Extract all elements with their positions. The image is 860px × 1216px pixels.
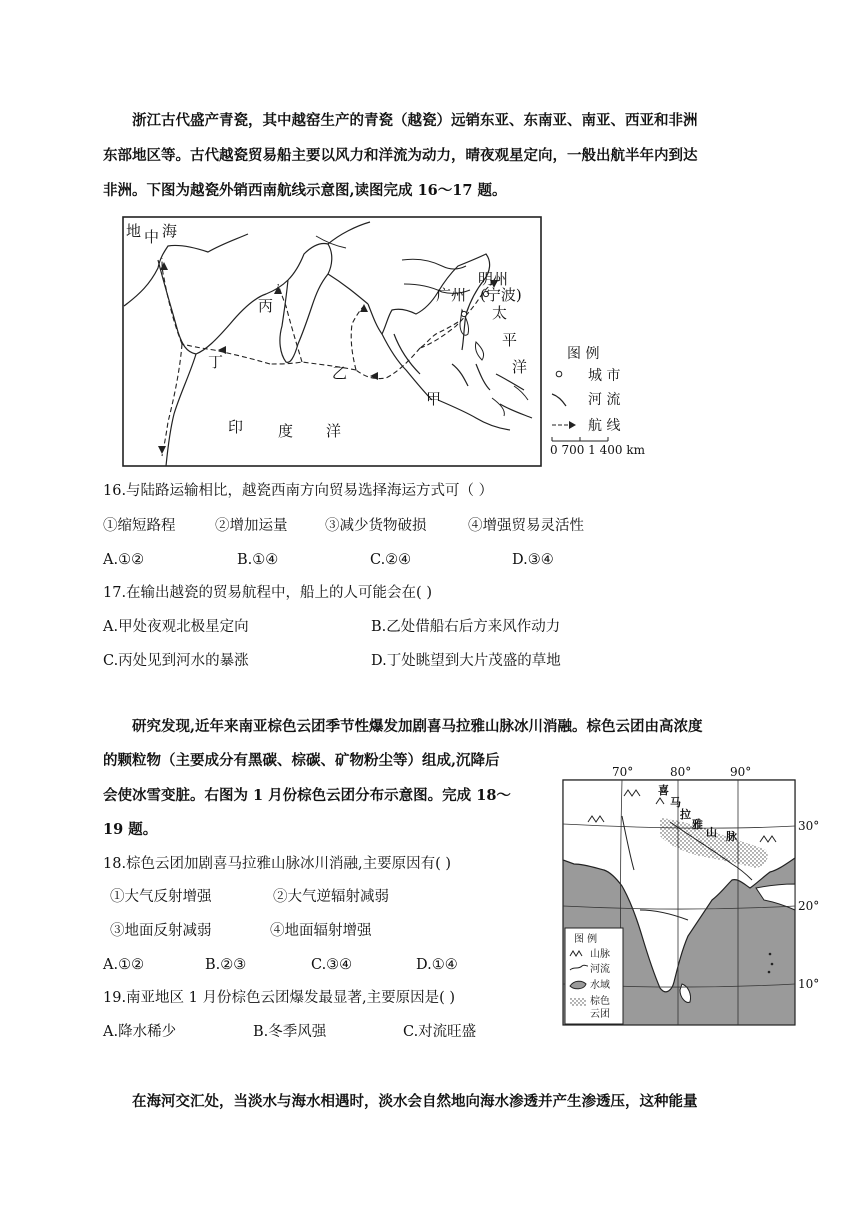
q16-option-a[interactable]: A.①② [103, 552, 145, 568]
legend-route: 航 线 [588, 418, 621, 434]
passage-1 [103, 103, 763, 208]
q17-option-b[interactable]: B.乙处借船右后方来风作动力 [371, 619, 561, 635]
map2-legend-river: 河流 [590, 964, 610, 975]
label-yin: 印 [228, 418, 244, 436]
label-yi: 乙 [332, 364, 348, 382]
himalaya-char-3: 拉 [680, 808, 691, 821]
q18-option-d[interactable]: D.①④ [416, 957, 458, 973]
lon-label-70: 70° [612, 765, 634, 779]
lon-label-90: 90° [730, 765, 752, 779]
q18-item-3: ③地面反射减弱 [110, 923, 212, 939]
q18-item-1: ①大气反射增强 [110, 889, 212, 905]
q18-item-2: ②大气逆辐射减弱 [273, 889, 389, 905]
legend-city-icon [556, 371, 562, 377]
q19-stem: 19.南亚地区 1 月份棕色云团爆发最显著,主要原因是( ) [103, 990, 456, 1006]
label-bing: 丙 [258, 297, 274, 315]
legend-river-icon [552, 394, 566, 406]
trade-route-map [120, 214, 665, 472]
legend-route-arrow [569, 421, 576, 429]
label-yang: 洋 [512, 358, 528, 376]
passage-2-line-4: 19 题。 [103, 821, 158, 838]
himalaya-char-2: 马 [670, 796, 681, 809]
q16-item-4: ④增强贸易灵活性 [468, 518, 584, 534]
lat-label-20: 20° [798, 899, 820, 913]
map2-legend-cloud-1: 棕色 [590, 996, 610, 1007]
q19-option-a[interactable]: A.降水稀少 [103, 1024, 177, 1040]
passage-1-line-1: 浙江古代盛产青瓷，其中越窑生产的青瓷（越瓷）远销东亚、东南亚、南亚、西亚和非洲 [132, 112, 698, 129]
q16-item-1: ①缩短路程 [103, 518, 176, 534]
label-mediterranean-2: 中 [144, 228, 160, 246]
map2-legend-water: 水域 [590, 980, 610, 991]
passage-2-line-1: 研究发现,近年来南亚棕色云团季节性爆发加剧喜马拉雅山脉冰川消融。棕色云团由高浓度 [132, 718, 703, 735]
q19-option-c[interactable]: C.对流旺盛 [403, 1024, 477, 1040]
q18-item-4: ④地面辐射增强 [270, 923, 372, 939]
label-jia: 甲 [426, 390, 442, 408]
label-mediterranean-3: 海 [162, 222, 178, 240]
q16-stem: 16.与陆路运输相比，越瓷西南方向贸易选择海运方式可（ ） [103, 483, 494, 499]
legend-title: 图 例 [567, 346, 600, 362]
himalaya-char-5: 山 [706, 826, 717, 839]
lat-label-30: 30° [798, 819, 820, 833]
label-yang2: 洋 [326, 422, 342, 440]
legend-city: 城 市 [588, 368, 621, 384]
map2-legend-cloud-2: 云团 [590, 1009, 610, 1020]
q19-option-b[interactable]: B.冬季风强 [253, 1024, 327, 1040]
label-mingzhou: 明州 [478, 270, 509, 288]
label-guangzhou: 广州 [436, 286, 467, 304]
map2-legend-title: 图 例 [574, 934, 598, 945]
trade-route-map-svg [120, 214, 665, 472]
q16-option-d[interactable]: D.③④ [512, 552, 554, 568]
passage-2-line-3: 会使冰雪变脏。右图为 1 月份棕色云团分布示意图。完成 18～ [103, 787, 511, 804]
q17-option-a[interactable]: A.甲处夜观北极星定向 [103, 619, 249, 635]
q17-option-d[interactable]: D.丁处眺望到大片茂盛的草地 [371, 653, 561, 669]
legend-scale: 0 700 1 400 km [550, 443, 645, 457]
q16-item-2: ②增加运量 [215, 518, 288, 534]
himalaya-char-4: 雅 [692, 818, 703, 831]
map2-legend-mountain: 山脉 [590, 949, 610, 960]
passage-1-line-2: 东部地区等。古代越瓷贸易船主要以风力和洋流为动力，晴夜观星定向，一般出航半年内到达 [103, 147, 698, 164]
lon-label-80: 80° [670, 765, 692, 779]
q16-item-3: ③减少货物破损 [325, 518, 427, 534]
q18-option-b[interactable]: B.②③ [205, 957, 247, 973]
label-ding: 丁 [208, 353, 224, 371]
q17-option-c[interactable]: C.丙处见到河水的暴涨 [103, 653, 249, 669]
passage-2-line-2: 的颗粒物（主要成分有黑碳、棕碳、矿物粉尘等）组成,沉降后 [103, 752, 500, 769]
label-du: 度 [278, 422, 294, 440]
q18-option-c[interactable]: C.③④ [311, 957, 353, 973]
himalaya-char-6: 脉 [726, 830, 737, 843]
q16-option-c[interactable]: C.②④ [370, 552, 412, 568]
brown-cloud-map-svg [560, 760, 825, 1028]
q18-stem: 18.棕色云团加剧喜马拉雅山脉冰川消融,主要原因有( ) [103, 856, 452, 872]
lat-label-10: 10° [798, 977, 820, 991]
legend-river: 河 流 [588, 392, 621, 408]
label-ningbo: (宁波) [480, 286, 522, 304]
passage-3-line-1: 在海河交汇处，当淡水与海水相遇时，淡水会自然地向海水渗透并产生渗透压，这种能量 [132, 1093, 698, 1110]
himalaya-char-1: 喜 [658, 784, 669, 797]
label-ping: 平 [502, 331, 518, 349]
q17-stem: 17.在输出越瓷的贸易航程中，船上的人可能会在( ) [103, 585, 432, 601]
passage-1-line-3: 非洲。下图为越瓷外销西南航线示意图,读图完成 16～17 题。 [103, 182, 507, 199]
q16-option-b[interactable]: B.①④ [237, 552, 279, 568]
q18-option-a[interactable]: A.①② [103, 957, 145, 973]
legend-cloud-icon [570, 998, 586, 1006]
label-mediterranean-1: 地 [126, 222, 142, 240]
label-tai: 太 [492, 304, 508, 322]
brown-cloud-map [560, 760, 825, 1028]
